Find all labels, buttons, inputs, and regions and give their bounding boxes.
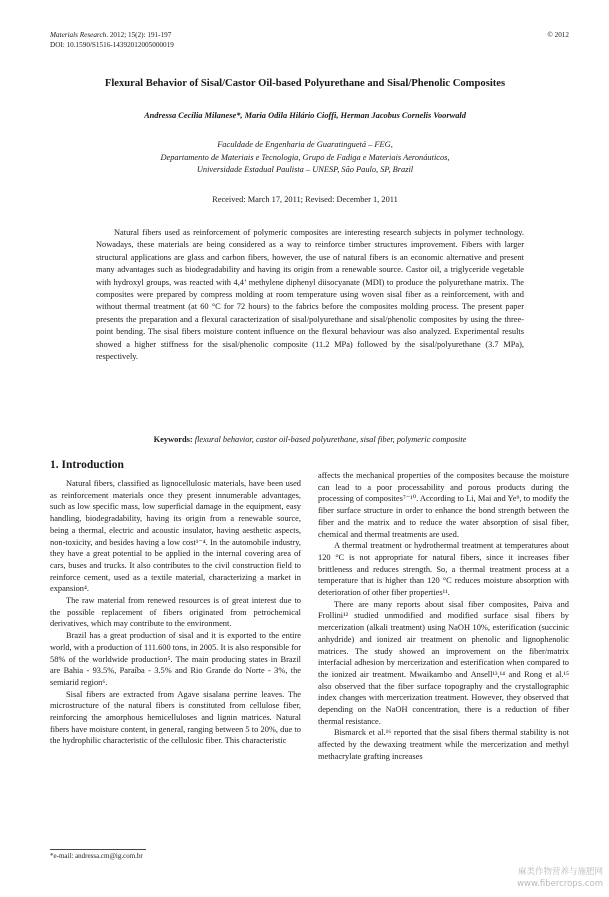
footnote-divider	[50, 849, 146, 850]
abstract: Natural fibers used as reinforcement of polymeric composites are interesting research subjects in polymer technology. Nowadays, these materials are being considered as a way to reinforce timber structures improvement. Fibers with larger structural applications are glass and carbon fibers, however, the use of natural fibers is an economic alternative and present many advantages such as biodegradability and having its origin from a renewable source. Castor oil, a triglyceride vegetable with hydroxyl groups, was reacted with 4,4’ methylene diphenyl diisocyanate (MDI) to produce the polyurethane matrix. The composites were prepared by compress molding at room temperature using woven sisal fiber as a reinforcement, with and without thermal treatment (at 60 °C for 72 hours) to the fabrics before the composites molding process. The present paper presents the preparation and a flexural caracterization of sisal/polyurethane and sisal/phenolic composites by using the three-point bending. The sisal fibers moisture content influence on the flexural behaviour was also analyzed. Experimental results showed a higher stiffness for the sisal/phenolic composite (11.2 MPa) followed by the sisal/polyurethane (3.7 MPa), respectively.	[96, 228, 524, 362]
paragraph: affects the mechanical properties of the composites because the moisture can lead to a poor processability and porous products during the processing of composites⁷⁻¹⁰. According to Li, Mai and Ye⁹, to modify the fiber surface structure in order to enhance the bond strength between the fiber and the matrix and to reduce the water absorption of sisal fiber, chemical and thermal treatments are used.	[318, 471, 569, 539]
keywords-label: Keywords:	[153, 435, 193, 444]
paragraph: Sisal fibers are extracted from Agave sisalana perrine leaves. The microstructure of the natural fibers is constituted from cellulose fiber, reinforcing the amorphous hemicelluloses and lignin matrices. Natural fibers have moisture content, in general, ranging between 5 to 20%, due to the hydrophilic characteristic of the cellulosic fiber. This characteristic	[50, 689, 301, 746]
keywords	[96, 435, 524, 444]
section-heading: 1. Introduction	[50, 459, 124, 471]
affiliation	[40, 139, 570, 177]
affiliation-line: Universidade Estadual Paulista – UNESP, São Paulo, SP, Brazil	[196, 165, 414, 175]
watermark-line: 麻类作物营养与施肥网	[517, 867, 603, 877]
received-dates: Received: March 17, 2011; Revised: December 1, 2011	[212, 195, 398, 204]
paragraph: Bismarck et al.¹⁶ reported that the sisal fibers thermal stability is not affected by the dewaxing treatment while the mercerization and methyl methacrylate grafting increases	[318, 728, 569, 761]
keywords-text: flexural behavior, castor oil-based polyurethane, sisal fiber, polymeric composite	[194, 435, 467, 444]
footnote-email: *e-mail: andressa.cm@ig.com.br	[50, 852, 143, 860]
watermark-line: www.fibercrops.com	[517, 879, 603, 889]
affiliation-line: Faculdade de Engenharia de Guaratinguetá – FEG,	[217, 140, 393, 149]
copyright: © 2012	[547, 31, 569, 39]
journal-header	[50, 31, 174, 50]
paper-title: Flexural Behavior of Sisal/Castor Oil-based Polyurethane and Sisal/Phenolic Composites	[104, 78, 506, 89]
paragraph: A thermal treatment or hydrothermal treatment at temperatures about 120 °C is not appropriate for natural fibers, since it increases fiber brittleness and reduces strength. So, a thermal treatment process at a temperature that is higher than 120 °C reduces moisture absorption with deterioration of other fiber properties¹¹.	[318, 541, 569, 598]
left-column	[50, 478, 301, 747]
paper-authors: Andressa Cecília Milanese*, Maria Odila Hilário Cioffi, Herman Jacobus Cornelis Voorwald	[144, 111, 466, 120]
right-column	[318, 470, 569, 763]
site-watermark	[517, 866, 603, 890]
doi: DOI: 10.1590/S1516-14392012005000019	[50, 40, 174, 49]
journal-citation: . 2012; 15(2): 191-197	[106, 31, 172, 39]
journal-name: Materials Research	[50, 31, 107, 39]
paragraph: The raw material from renewed resources is of great interest due to the possible replacement of fibers originated from petrochemical derivatives, which may contribute to the environment.	[50, 596, 301, 629]
paragraph: Natural fibers, classified as lignocellulosic materials, have been used as reinforcement materials once they present innumerable advantages, such as low specific mass, low superficial damage in the equipment, easy handling, biodegradability, having its origin from a renewable source, being a thermal, electric and acoustic insulator, having aesthetic aspects, non-toxicity, and besides having a low cost¹⁻⁴. In the automobile industry, they have a great potential to be applied in the internal covering area of cars, buses and trucks. It also contributes to the civil construction field to reinforce cement, used as a textile material, characterizing a market in expansion⁴.	[50, 479, 301, 594]
paragraph: There are many reports about sisal fiber composites, Paiva and Frollini¹² studied unmodified and modified surface sisal fibers by mercerization (alkali treatment) using NaOH 10%, esterification (succinic anhydride) and ionized air treatment on phenolic and lignophenolic matrices. The study showed an improvement on the fiber/matrix interfacial adhesion by mercerization and esterification when compared to the ionized air treatment. Mwaikambo and Ansell¹³,¹⁴ and Rong et al.¹⁵ also observed that the fiber surface topography and the crystallographic index changes with mercerization treatment. However, they observed that depending on the NaOH concentration, there is a reduction of fiber thermal resistance.	[318, 599, 569, 726]
paragraph: Brazil has a great production of sisal and it is exported to the entire world, with a production of 111.600 tons, in 2005. It is also responsible for 58% of the worldwide production⁵. The main producing states in Brazil are Bahia - 93.5%, Paraíba - 3.5% and Rio Grande do Norte - 3%, the semiarid region⁶.	[50, 631, 301, 687]
affiliation-line: Departamento de Materiais e Tecnologia, Grupo de Fadiga e Materiais Aeronáuticos,	[160, 152, 450, 162]
